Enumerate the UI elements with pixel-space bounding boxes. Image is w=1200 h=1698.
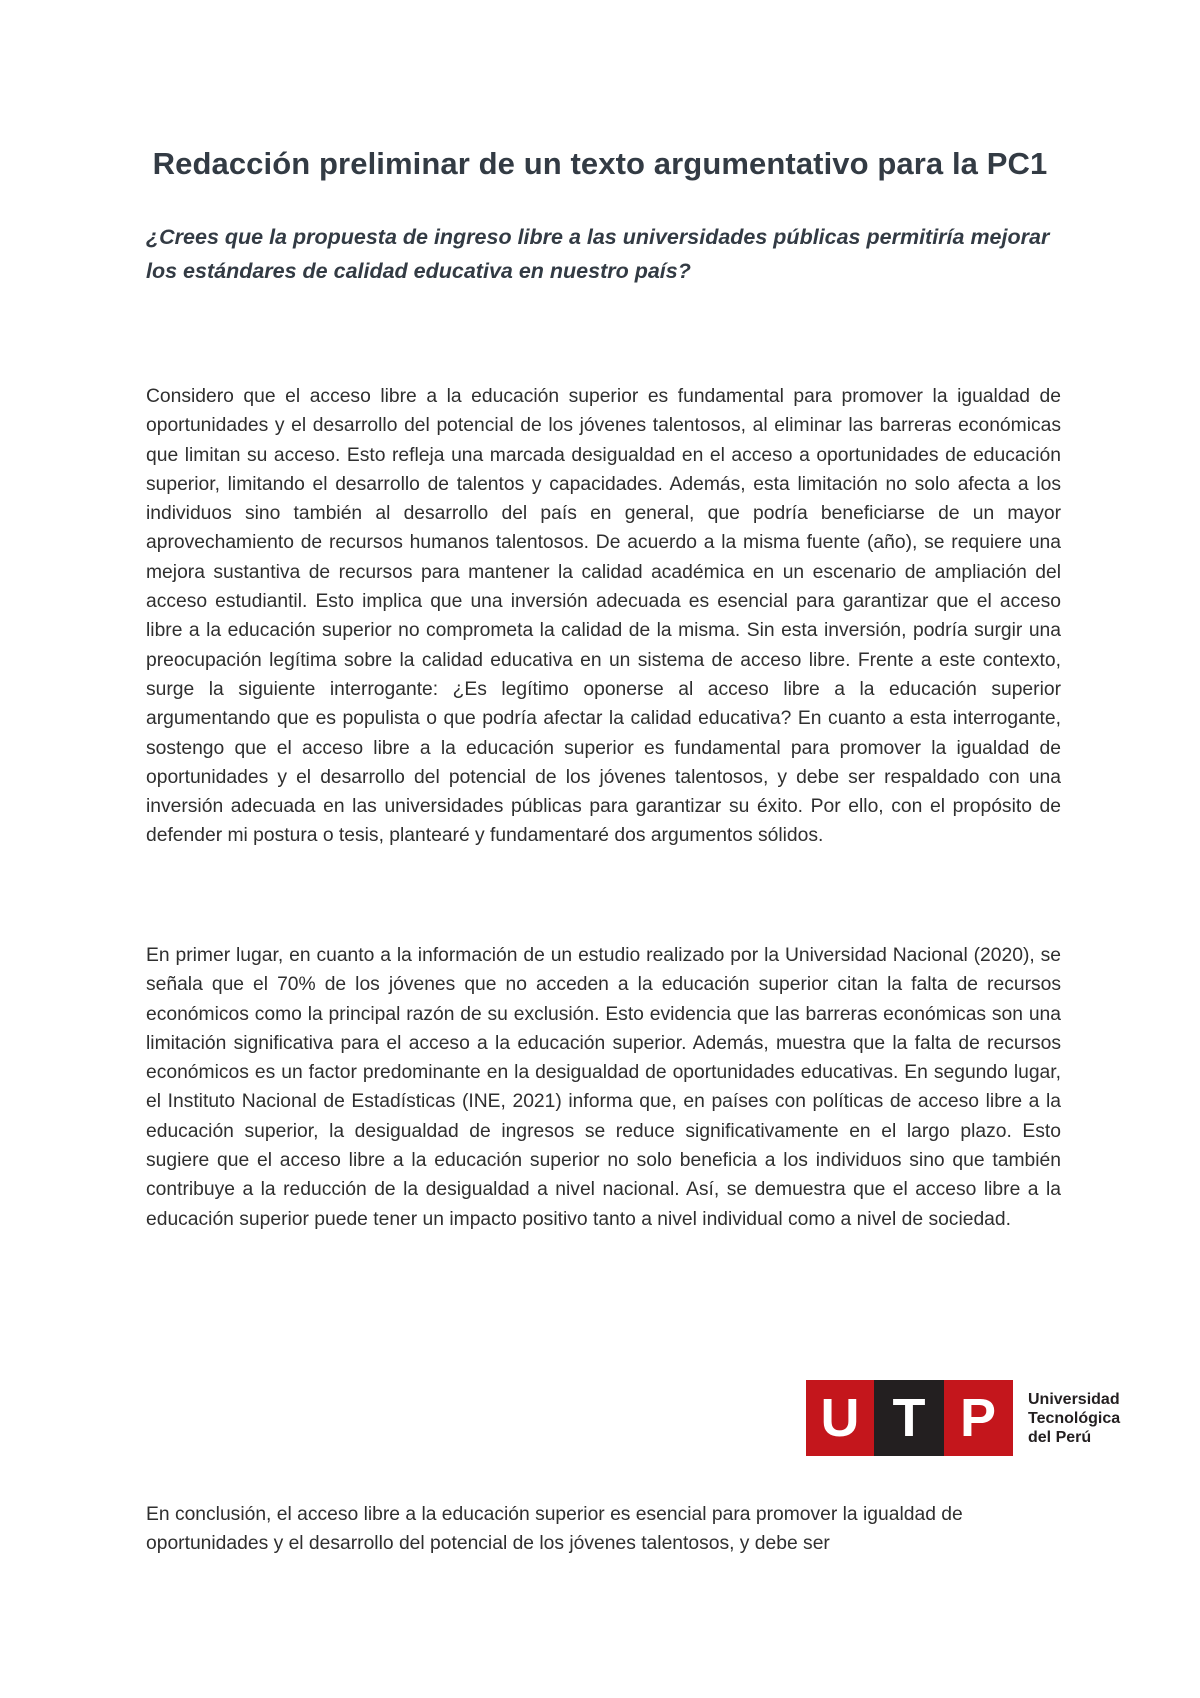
utp-logo-graphic (806, 1380, 1156, 1456)
logo-letter-u: U (820, 1388, 860, 1448)
paragraph-arguments: En primer lugar, en cuanto a la información de un estudio realizado por la Universidad Nacional (2020), se señala que el 70% de los jóvenes que no acceden a la educación superior citan la falta de recursos económicos como la principal razón de su exclusión. Esto evidencia que las barreras económicas son una limitación significativa para el acceso a la educación superior. Además, muestra que la falta de recursos económicos es un factor predominante en la desigualdad de oportunidades educativas. En segundo lugar, el Instituto Nacional de Estadísticas (INE, 2021) informa que, en países con políticas de acceso libre a la educación superior, la desigualdad de ingresos se reduce significativamente en el largo plazo. Esto sugiere que el acceso libre a la educación superior no solo beneficia a los individuos sino que también contribuye a la reducción de la desigualdad a nivel nacional. Así, se demuestra que el acceso libre a la educación superior puede tener un impacto positivo tanto a nivel individual como a nivel de sociedad. (146, 945, 1061, 1230)
guiding-question: ¿Crees que la propuesta de ingreso libre a las universidades públicas permitiría mejorar los estándares de calidad educativa en nuestro país? (146, 225, 1050, 283)
paragraph-introduction: Considero que el acceso libre a la educación superior es fundamental para promover la igualdad de oportunidades y el desarrollo del potencial de los jóvenes talentosos, al eliminar las barreras económicas que limitan su acceso. Esto refleja una marcada desigualdad en el acceso a oportunidades de educación superior, limitando el desarrollo de talentos y capacidades. Además, esta limitación no solo afecta a los individuos sino también al desarrollo del país en general, que podría beneficiarse de un mayor aprovechamiento de recursos humanos talentosos. De acuerdo a la misma fuente (año), se requiere una mejora sustantiva de recursos para mantener la calidad académica en un escenario de ampliación del acceso estudiantil. Esto implica que una inversión adecuada es esencial para garantizar que el acceso libre a la educación superior no comprometa la calidad de la misma. Sin esta inversión, podría surgir una preocupación legítima sobre la calidad educativa en un sistema de acceso libre. Frente a este contexto, surge la siguiente interrogante: ¿Es legítimo oponerse al acceso libre a la educación superior argumentando que es populista o que podría afectar la calidad educativa? En cuanto a esta interrogante, sostengo que el acceso libre a la educación superior es fundamental para promover la igualdad de oportunidades y el desarrollo del potencial de los jóvenes talentosos, y debe ser respaldado con una inversión adecuada en las universidades públicas para garantizar su éxito. Por ello, con el propósito de defender mi postura o tesis, plantearé y fundamentaré dos argumentos sólidos. (146, 386, 1061, 847)
logo-letter-p: P (959, 1388, 997, 1448)
logo-text-line-2: Tecnológica (1028, 1410, 1121, 1427)
paragraph-conclusion: En conclusión, el acceso libre a la educación superior es esencial para promover la igualdad de oportunidades y el desarrollo del potencial de los jóvenes talentosos, y debe ser (146, 1504, 963, 1555)
logo-text-line-1: Universidad (1028, 1391, 1120, 1408)
utp-logo (806, 1380, 1156, 1456)
logo-text-line-3: del Perú (1028, 1429, 1092, 1446)
logo-letter-t: T (892, 1388, 926, 1448)
document-title: Redacción preliminar de un texto argumentativo para la PC1 (152, 146, 1048, 181)
